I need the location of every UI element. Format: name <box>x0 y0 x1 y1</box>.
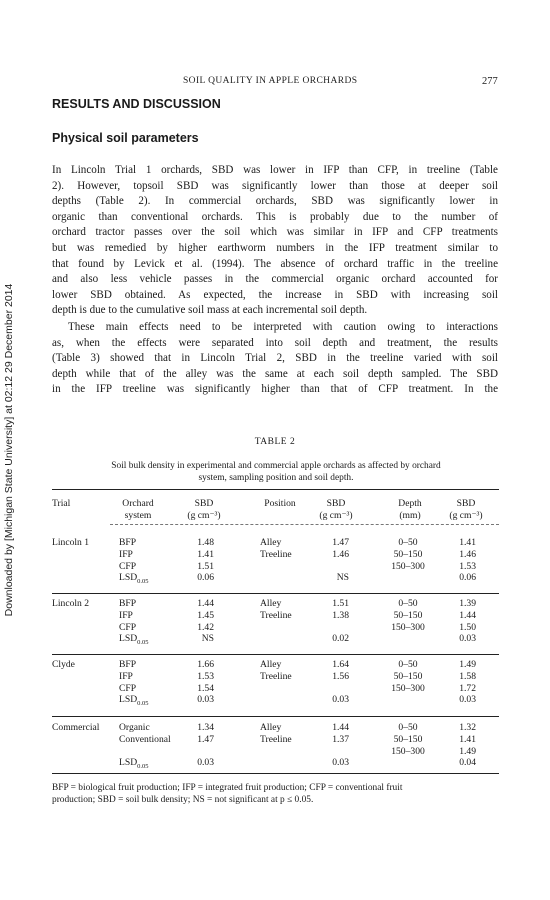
sbd-system-cell: 1.66 <box>197 659 214 670</box>
sbd-depth-cell: 1.46 <box>459 548 476 560</box>
lsd-subscript: 0.05 <box>137 639 149 647</box>
sbd-depth-cell: 1.49 <box>459 745 476 757</box>
sbd-depth-cell: 1.32 <box>459 722 476 733</box>
header-system: Orchard system <box>122 498 154 521</box>
paragraph-1 <box>52 163 498 319</box>
sbd-depth-cell: 1.53 <box>459 560 476 572</box>
orchard-system-cell: BFP <box>119 537 137 548</box>
orchard-system-cell: Conventional <box>119 733 171 745</box>
depth-cell: 0–50 <box>398 598 418 609</box>
depth-cell: 150–300 <box>391 621 425 633</box>
sbd-system-cell: 1.54 <box>197 682 214 694</box>
sbd-system-cell: 0.03 <box>197 694 214 706</box>
sbd-position-cell: 1.47 <box>332 537 349 548</box>
group-separator-rule <box>52 716 499 717</box>
text-line: as, when the effects were separated into soil depth and treatment, the results <box>52 336 498 349</box>
text-line: depth is due to the cumulative soil mass at each incremental soil depth. <box>52 304 368 317</box>
sbd-system-cell: 1.34 <box>197 722 214 733</box>
text-line: in the IFP treeline was significantly higher than that of CFP treatment. In the <box>52 383 498 396</box>
table-footnote <box>52 782 498 807</box>
sbd-depth-cell: 1.58 <box>459 670 476 682</box>
text-line: In Lincoln Trial 1 orchards, SBD was lower in IFP than CFP, in treeline (Table <box>52 164 498 176</box>
sbd-position-cell: 1.64 <box>332 659 349 670</box>
text-line: depths (Table 2). In commercial orchards, SBD was significantly lower in <box>52 195 498 208</box>
sbd-depth-cell: 1.41 <box>459 733 476 745</box>
lsd-label: LSD <box>119 572 138 584</box>
depth-cell: 0–50 <box>398 537 418 548</box>
sbd-depth-cell: 1.49 <box>459 659 476 670</box>
header-depth: Depth (mm) <box>398 498 422 521</box>
download-sidebar <box>2 240 16 660</box>
table-caption <box>60 461 492 484</box>
trial-name-cell: Lincoln 1 <box>52 537 90 548</box>
text-line: organic than conventional orchards. This is probably due to the number of <box>52 210 498 223</box>
text-line: orchard tractor passes over the soil which was similar in IFP and CFP treatments <box>52 226 498 239</box>
orchard-system-cell: IFP <box>119 609 133 621</box>
lsd-subscript: 0.05 <box>137 763 149 771</box>
orchard-system-cell: CFP <box>119 560 137 572</box>
orchard-system-cell: CFP <box>119 682 137 694</box>
sbd-system-cell: 1.42 <box>197 621 214 633</box>
position-cell: Treeline <box>260 670 292 682</box>
sbd-depth-cell: 1.50 <box>459 621 476 633</box>
text-line: These main effects need to be interpreted with caution owing to interactions <box>68 321 498 333</box>
header-underline <box>110 524 499 525</box>
sbd-system-cell: 0.06 <box>197 572 214 584</box>
sbd-depth-cell: 0.03 <box>459 694 476 706</box>
depth-cell: 150–300 <box>391 682 425 694</box>
sbd-system-cell: NS <box>201 633 214 645</box>
sbd-system-cell: 0.03 <box>197 757 214 769</box>
caption-line: system, sampling position and soil depth. <box>198 472 354 483</box>
position-cell: Treeline <box>260 548 292 560</box>
trial-name-cell: Commercial <box>52 722 100 733</box>
footnote-line: BFP = biological fruit production; IFP = integrated fruit production; CFP = conventional fruit <box>52 783 403 793</box>
sbd-system-cell: 1.44 <box>197 598 214 609</box>
header-position: Position <box>264 498 296 509</box>
footnote-line: production; SBD = soil bulk density; NS = not significant at p ≤ 0.05. <box>52 795 314 806</box>
sbd-system-cell: 1.41 <box>197 548 214 560</box>
table-title: TABLE 2 <box>254 437 296 447</box>
position-cell: Alley <box>260 659 282 670</box>
depth-cell: 50–150 <box>393 609 423 621</box>
running-head: SOIL QUALITY IN APPLE ORCHARDS <box>183 76 358 86</box>
sbd-position-cell: 1.38 <box>332 609 349 621</box>
sbd-position-cell: 1.46 <box>332 548 349 560</box>
group-separator-rule <box>52 593 499 594</box>
orchard-system-cell: Organic <box>119 722 150 733</box>
sbd-depth-cell: 1.44 <box>459 609 476 621</box>
sbd-depth-cell: 0.04 <box>459 757 476 769</box>
sbd-depth-cell: 1.39 <box>459 598 476 609</box>
header-sbd-depth: SBD (g cm⁻³) <box>449 498 483 521</box>
paragraph-2 <box>52 320 498 398</box>
lsd-label: LSD <box>119 757 138 769</box>
text-line: depth while that of the alley was the same at each soil depth sampled. The SBD <box>52 367 498 380</box>
text-line: 2). However, topsoil SBD was significantly lower than those at deeper soil <box>52 179 498 192</box>
header-sbd-position: SBD (g cm⁻³) <box>319 498 353 521</box>
header-trial: Trial <box>52 498 71 509</box>
text-line: that found by Levick et al. (1994). The absence of orchard traffic in the treeline <box>52 257 498 270</box>
header-sbd-system: SBD (g cm⁻³) <box>187 498 221 521</box>
sbd-position-cell: 0.03 <box>332 757 349 769</box>
orchard-system-cell: IFP <box>119 548 133 560</box>
depth-cell: 50–150 <box>393 670 423 682</box>
text-line: (Table 3) showed that in Lincoln Trial 2, SBD in the treeline varied with soil <box>52 352 498 365</box>
position-cell: Alley <box>260 722 282 733</box>
sbd-position-cell: 1.44 <box>332 722 349 733</box>
sbd-system-cell: 1.48 <box>197 537 214 548</box>
depth-cell: 0–50 <box>398 659 418 670</box>
orchard-system-cell: BFP <box>119 598 137 609</box>
position-cell: Alley <box>260 537 282 548</box>
sbd-depth-cell: 0.03 <box>459 633 476 645</box>
position-cell: Alley <box>260 598 282 609</box>
sbd-depth-cell: 1.72 <box>459 682 476 694</box>
table-top-rule <box>52 489 499 490</box>
depth-cell: 150–300 <box>391 745 425 757</box>
sbd-system-cell: 1.45 <box>197 609 214 621</box>
depth-cell: 50–150 <box>393 548 423 560</box>
sbd-depth-cell: 0.06 <box>459 572 476 584</box>
sbd-position-cell: 0.02 <box>332 633 349 645</box>
text-line: but was remedied by higher earthworm numbers in the IFP treatment similar to <box>52 241 498 254</box>
orchard-system-cell: IFP <box>119 670 133 682</box>
trial-name-cell: Clyde <box>52 659 75 670</box>
sbd-position-cell: 1.56 <box>332 670 349 682</box>
sbd-position-cell: NS <box>336 572 349 584</box>
sbd-position-cell: 1.51 <box>332 598 349 609</box>
sbd-depth-cell: 1.41 <box>459 537 476 548</box>
orchard-system-cell: CFP <box>119 621 137 633</box>
position-cell: Treeline <box>260 733 292 745</box>
lsd-subscript: 0.05 <box>137 578 149 586</box>
depth-cell: 50–150 <box>393 733 423 745</box>
subsection-heading: Physical soil parameters <box>52 131 199 145</box>
sbd-system-cell: 1.53 <box>197 670 214 682</box>
lsd-label: LSD <box>119 694 138 706</box>
lsd-subscript: 0.05 <box>137 700 149 708</box>
download-notice: Downloaded by [Michigan State University] at 02:12 29 December 2014 <box>3 283 15 617</box>
trial-name-cell: Lincoln 2 <box>52 598 90 609</box>
group-separator-rule <box>52 654 499 655</box>
text-line: lower SBD obtained. As expected, the increase in SBD with increasing soil <box>52 288 498 301</box>
caption-line: Soil bulk density in experimental and commercial apple orchards as affected by orchard <box>111 461 441 471</box>
depth-cell: 150–300 <box>391 560 425 572</box>
sbd-position-cell: 1.37 <box>332 733 349 745</box>
lsd-label: LSD <box>119 633 138 645</box>
orchard-system-cell: BFP <box>119 659 137 670</box>
page-number: 277 <box>482 76 498 87</box>
sbd-system-cell: 1.47 <box>197 733 214 745</box>
position-cell: Treeline <box>260 609 292 621</box>
sbd-position-cell: 0.03 <box>332 694 349 706</box>
text-line: and also less vehicle passes in the commercial organic orchard accounted for <box>52 273 498 286</box>
depth-cell: 0–50 <box>398 722 418 733</box>
section-heading: RESULTS AND DISCUSSION <box>52 97 221 111</box>
sbd-system-cell: 1.51 <box>197 560 214 572</box>
